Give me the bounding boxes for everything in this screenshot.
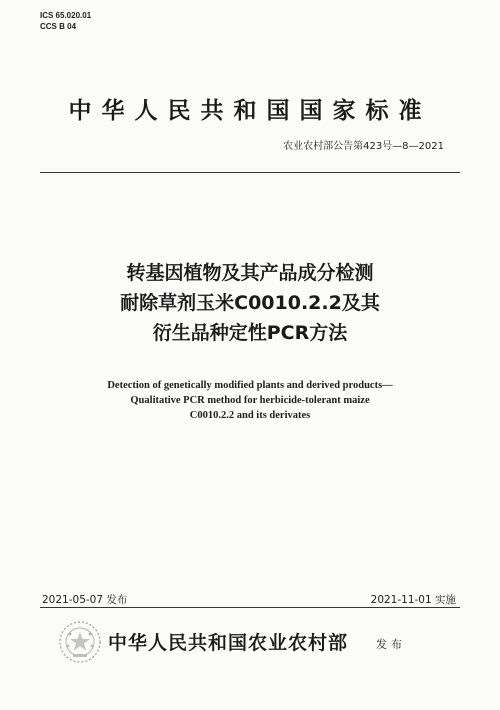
issue-date: 2021-05-07 发布 (42, 594, 128, 606)
chinese-title-line-2: 耐除草剂玉米C0010.2.2及其 (120, 292, 380, 314)
english-title (0, 378, 500, 423)
classification-codes (40, 10, 91, 32)
chinese-title-line-1: 转基因植物及其产品成分检测 (126, 262, 374, 284)
chinese-title (0, 258, 500, 348)
header-divider (40, 172, 460, 173)
issue-action-label: 发布 (376, 638, 406, 651)
issuer-name: 中华人民共和国农业农村部 (108, 632, 349, 654)
standard-type-title: 中华人民共和国国家标准 (68, 97, 432, 124)
issuer-block (40, 620, 460, 664)
english-title-line-1: Detection of genetically modified plants and derived products— (107, 380, 393, 391)
footer-divider (40, 607, 460, 608)
implementation-date: 2021-11-01 实施 (370, 594, 456, 606)
chinese-title-line-3: 衍生品种定性PCR方法 (152, 322, 348, 344)
ics-code: ICS 65.020.01 (40, 11, 92, 20)
english-title-line-2: Qualitative PCR method for herbicide-tolerant maize (130, 395, 370, 406)
english-title-line-3: C0010.2.2 and its derivates (189, 410, 311, 421)
national-emblem-icon (58, 620, 102, 664)
ccs-code: CCS B 04 (40, 22, 77, 31)
standard-number: 农业农村部公告第423号—8—2021 (283, 141, 444, 152)
